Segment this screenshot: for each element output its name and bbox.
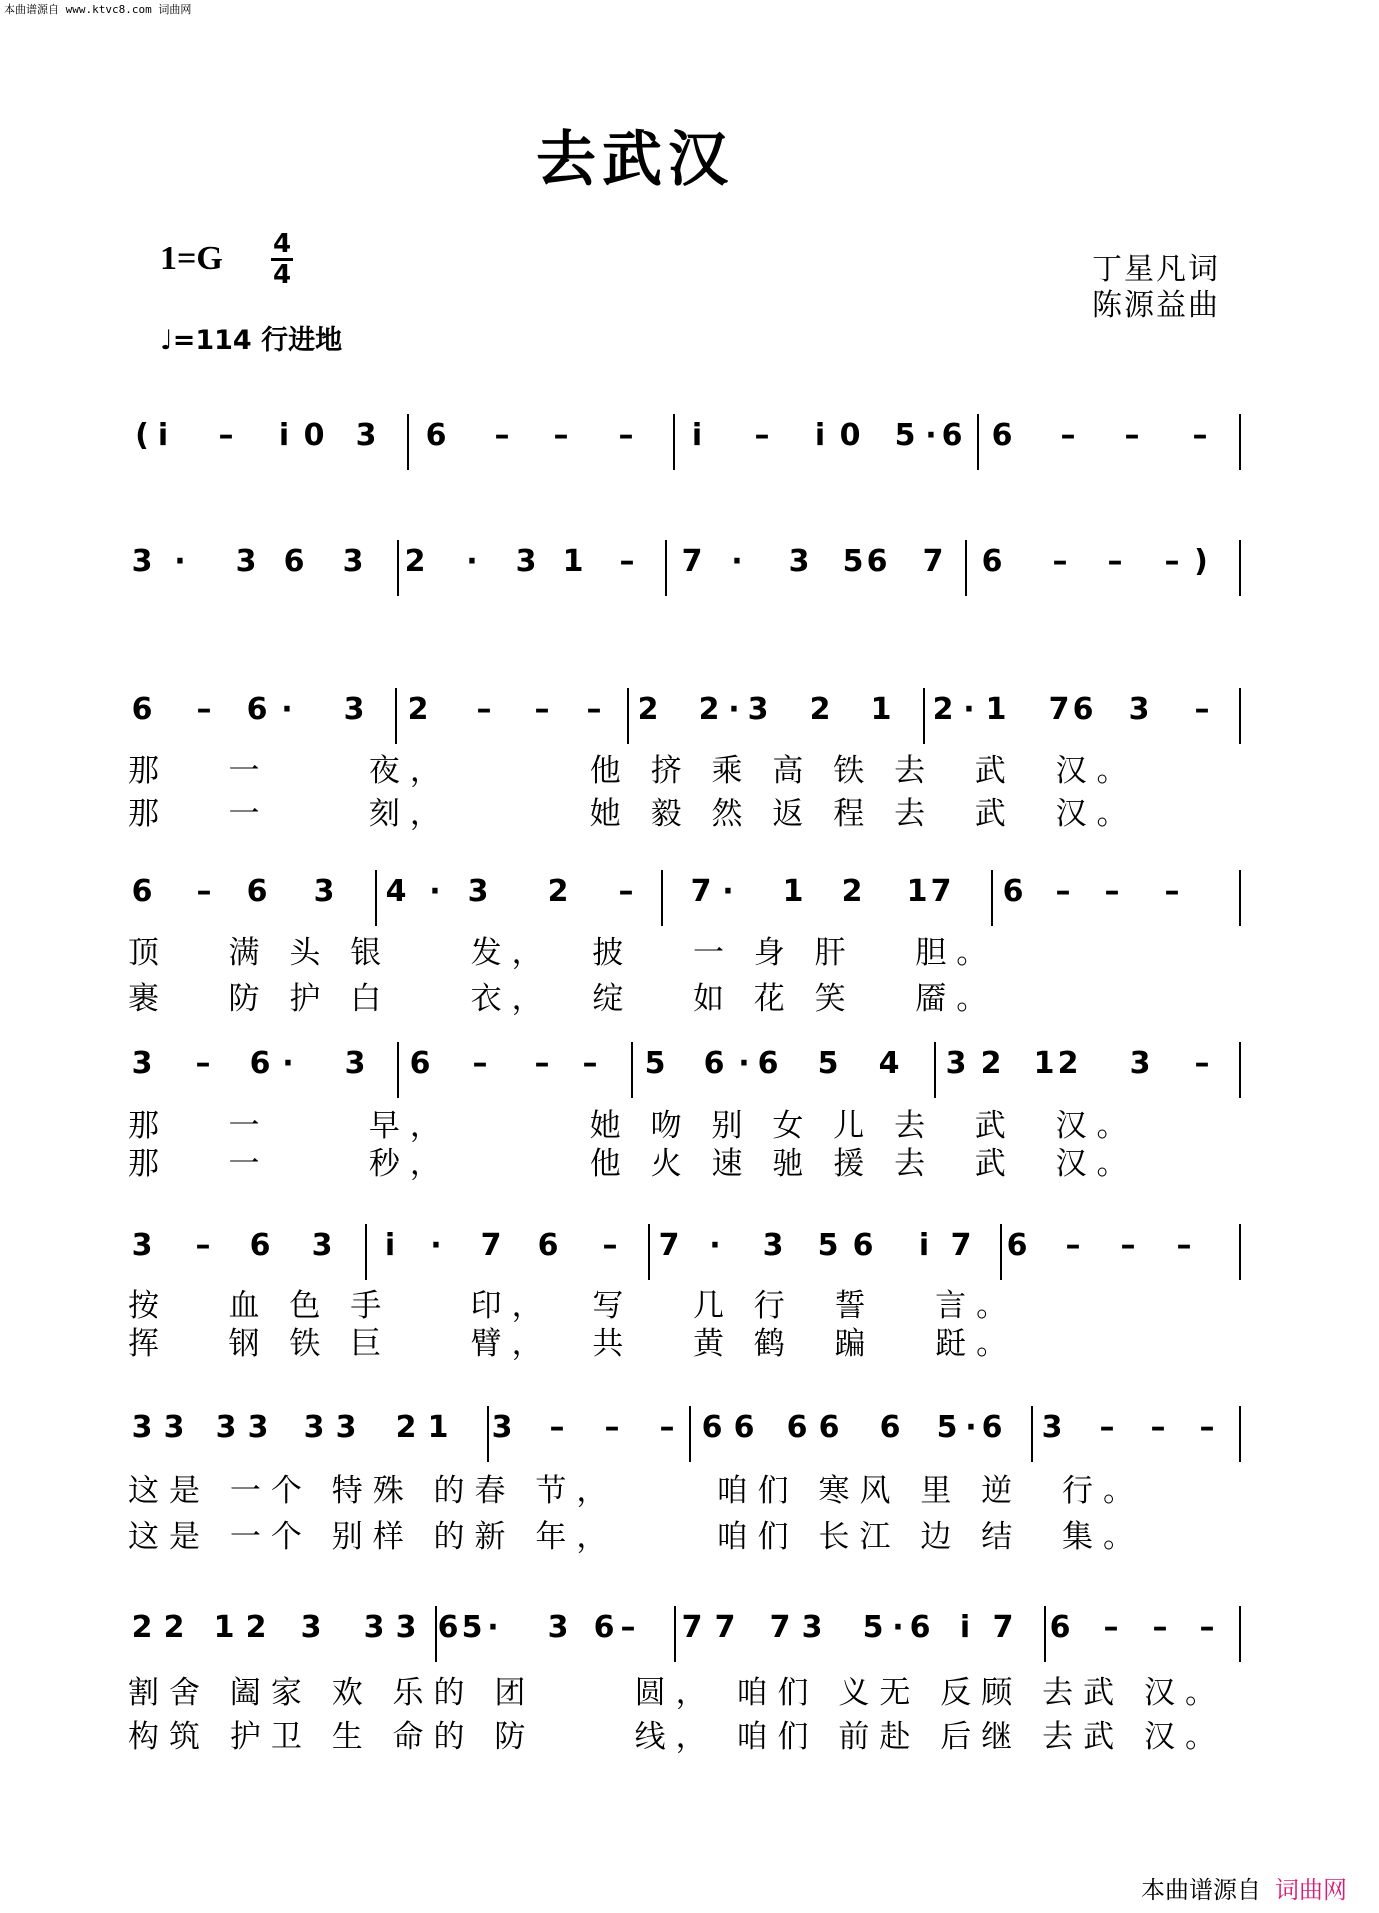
score-note: · [965,1410,977,1445]
score-note: 6 [818,1410,840,1445]
score-note: i [814,418,826,453]
score-note: 2 [932,692,954,727]
score-note: i [278,418,290,453]
score-note: 7 [690,874,712,909]
score-note: 7 [930,874,952,909]
score-note: – [586,692,602,727]
score-note: 6 [879,1410,901,1445]
score-note: 7 [769,1610,791,1645]
lyric-verse-2: 那 一 刻， 她 毅 然 返 程 去 武 汉。 [128,796,1138,832]
tempo-marking: ♩=114 行进地 [160,325,343,356]
score-note: – [553,418,569,453]
score-note: – [602,1228,618,1263]
score-note: i [691,418,703,453]
score-note: – [1065,1228,1081,1263]
score-note: 3 [215,1410,237,1445]
score-note: 6 [733,1410,755,1445]
score-note: · [722,874,734,909]
score-note: 6 [537,1228,559,1263]
score-note: 2 [245,1610,267,1645]
score-note: 3 [547,1610,569,1645]
score-note: – [1199,1610,1215,1645]
score-note: 2 [404,544,426,579]
score-note: – [1199,1410,1215,1445]
score-note: 0 [303,418,325,453]
score-note: 6 [437,1610,459,1645]
score-note: 6 [786,1410,808,1445]
score-note: 6 [131,692,153,727]
footer-credit [1141,1870,1347,1905]
score-note: – [494,418,510,453]
score-note: 3 [1128,692,1150,727]
score-note: · [429,874,441,909]
song-title: 去武汉 [536,125,734,195]
score-note: 6 [409,1046,431,1081]
score-note: – [195,1046,211,1081]
score-note: · [174,544,186,579]
score-note: 1 [1033,1046,1055,1081]
score-note: · [281,692,293,727]
score-note: 5 [894,418,916,453]
lyric-verse-1: 割舍 阖家 欢 乐的 团 圆， 咱们 义无 反顾 去武 汉。 [128,1675,1226,1711]
score-note: – [1150,1410,1166,1445]
score-note: i [384,1228,396,1263]
score-note: 2 [547,874,569,909]
score-note: 5 [817,1046,839,1081]
score-note: · [466,544,478,579]
lyricist-credit: 丁星凡词 [1092,252,1220,287]
score-note: – [620,1610,636,1645]
score-note: 7 [922,544,944,579]
score-note: 6 [991,418,1013,453]
score-note: – [472,1046,488,1081]
score-note: ) [1194,544,1208,579]
score-note: 2 [407,692,429,727]
score-note: – [218,418,234,453]
score-note: 7 [681,544,703,579]
score-note: – [1192,418,1208,453]
score-note: 6 [1049,1610,1071,1645]
lyric-verse-2: 裹 防 护 白 衣， 绽 如 花 笑 靥。 [128,981,998,1017]
score-note: – [1099,1410,1115,1445]
score-note: · [728,692,740,727]
score-note: – [1194,1046,1210,1081]
lyric-verse-2: 那 一 秒， 他 火 速 驰 援 去 武 汉。 [128,1146,1138,1182]
score-note: 2 [698,692,720,727]
score-note: 6 [246,874,268,909]
score-note: – [196,692,212,727]
footer-source: 本曲谱源自 [1141,1876,1261,1904]
score-note: – [1176,1228,1192,1263]
score-note: 6 [981,1410,1003,1445]
score-note: 1 [782,874,804,909]
score-note: 1 [213,1610,235,1645]
score-note: · [709,1228,721,1263]
score-note: 6 [757,1046,779,1081]
score-note: 3 [311,1228,333,1263]
score-note: 6 [246,692,268,727]
score-note: 6 [941,418,963,453]
score-note: 2 [637,692,659,727]
score-note: 6 [1002,874,1024,909]
score-note: 3 [343,692,365,727]
composer-credit: 陈源益曲 [1092,288,1220,323]
score-note: i [959,1610,971,1645]
lyric-verse-1: 顶 满 头 银 发， 披 一 身 肝 胆。 [128,935,998,971]
score-note: 1 [562,544,584,579]
score-note: · [430,1228,442,1263]
score-note: 1 [870,692,892,727]
score-note: 5 [842,544,864,579]
score-note: – [754,418,770,453]
score-note: 2 [1057,1046,1079,1081]
score-note: 2 [980,1046,1002,1081]
source-header: 本曲谱源自 www.ktvc8.com 词曲网 [4,3,192,16]
score-note: 3 [131,544,153,579]
score-note: 3 [467,874,489,909]
lyric-verse-2: 构筑 护卫 生 命的 防 线， 咱们 前赴 后继 去武 汉。 [128,1719,1226,1755]
score-note: 3 [801,1610,823,1645]
score-note: · [738,1046,750,1081]
score-note: – [1052,544,1068,579]
score-note: 6 [981,544,1003,579]
score-note: – [1194,692,1210,727]
score-note: 5 [461,1610,483,1645]
score-note: 3 [395,1610,417,1645]
score-note: · [925,418,937,453]
score-note: 6 [593,1610,615,1645]
score-note: – [549,1410,565,1445]
score-note: – [1104,874,1120,909]
score-note: – [534,692,550,727]
score-note: – [1164,874,1180,909]
score-note: 6 [866,544,888,579]
score-note: · [892,1610,904,1645]
score-note: 6 [852,1228,874,1263]
score-note: – [1103,1610,1119,1645]
score-note: 3 [313,874,335,909]
score-note: 5 [862,1610,884,1645]
score-note: 3 [945,1046,967,1081]
score-note: – [1055,874,1071,909]
footer-site: 词曲网 [1275,1876,1347,1904]
score-note: 3 [363,1610,385,1645]
score-note: 1 [427,1410,449,1445]
score-note: i [157,418,169,453]
score-note: – [659,1410,675,1445]
score-note: – [1152,1610,1168,1645]
score-note: 6 [131,874,153,909]
score-note: · [963,692,975,727]
score-note: 7 [480,1228,502,1263]
score-note: 6 [909,1610,931,1645]
score-note: – [1060,418,1076,453]
score-note: 1 [906,874,928,909]
score-note: – [619,544,635,579]
score-note: – [1107,544,1123,579]
score-note: 1 [985,692,1007,727]
score-note: 3 [355,418,377,453]
lyric-verse-2: 挥 钢 铁 巨 臂， 共 黄 鹤 蹁 跹。 [128,1326,1018,1362]
score-note: i [918,1228,930,1263]
score-note: 3 [515,544,537,579]
score-note: – [195,1228,211,1263]
score-note: 7 [681,1610,703,1645]
score-note: 3 [131,1046,153,1081]
score-note: 5 [644,1046,666,1081]
key-signature: 1=G [160,240,223,277]
time-denominator: 4 [272,260,292,290]
score-note: 3 [335,1410,357,1445]
score-note: 3 [762,1228,784,1263]
score-note: 3 [1129,1046,1151,1081]
score-note: 6 [249,1228,271,1263]
score-note: 3 [247,1410,269,1445]
score-note: 2 [809,692,831,727]
score-note: 7 [714,1610,736,1645]
score-note: · [731,544,743,579]
score-note: – [604,1410,620,1445]
score-note: 6 [701,1410,723,1445]
score-note: 3 [747,692,769,727]
score-note: · [487,1610,499,1645]
score-note: – [196,874,212,909]
score-note: 6 [283,544,305,579]
score-note: 3 [344,1046,366,1081]
score-note: 3 [235,544,257,579]
score-note: 7 [1048,692,1070,727]
score-note: 6 [1006,1228,1028,1263]
score-note: 2 [131,1610,153,1645]
score-note: – [618,418,634,453]
score-note: 6 [425,418,447,453]
score-note: 5 [936,1410,958,1445]
score-note: 2 [395,1410,417,1445]
time-numerator: 4 [272,229,292,259]
score-note: 4 [878,1046,900,1081]
score-note: 3 [163,1410,185,1445]
score-note: 7 [950,1228,972,1263]
lyric-verse-1: 那 一 夜， 他 挤 乘 高 铁 去 武 汉。 [128,753,1138,789]
score-note: 3 [491,1410,513,1445]
score-note: – [1120,1228,1136,1263]
score-note: 4 [385,874,407,909]
score-note: – [618,874,634,909]
lyric-verse-1: 这是 一个 特殊 的春 节， 咱们 寒风 里 逆 行。 [128,1473,1144,1509]
score-note: ( [135,418,149,453]
score-note: 5 [817,1228,839,1263]
score-note: · [282,1046,294,1081]
score-note: 3 [342,544,364,579]
score-note: – [1124,418,1140,453]
score-note: 3 [788,544,810,579]
score-note: 3 [1041,1410,1063,1445]
score-note: 7 [992,1610,1014,1645]
score-note: 6 [1072,692,1094,727]
lyric-verse-2: 这是 一个 别样 的新 年， 咱们 长江 边 结 集。 [128,1519,1144,1555]
score-note: 6 [703,1046,725,1081]
score-note: 2 [841,874,863,909]
score-note: – [476,692,492,727]
score-note: 3 [131,1410,153,1445]
score-note: 6 [249,1046,271,1081]
score-note: 0 [839,418,861,453]
score-note: – [582,1046,598,1081]
lyric-verse-1: 那 一 早， 她 吻 别 女 儿 去 武 汉。 [128,1108,1138,1144]
score-note: – [1164,544,1180,579]
score-note: 3 [300,1610,322,1645]
score-note: 3 [131,1228,153,1263]
score-note: 2 [163,1610,185,1645]
score-note: 3 [303,1410,325,1445]
score-note: 7 [658,1228,680,1263]
lyric-verse-1: 按 血 色 手 印， 写 几 行 誓 言。 [128,1288,1018,1324]
score-note: – [534,1046,550,1081]
